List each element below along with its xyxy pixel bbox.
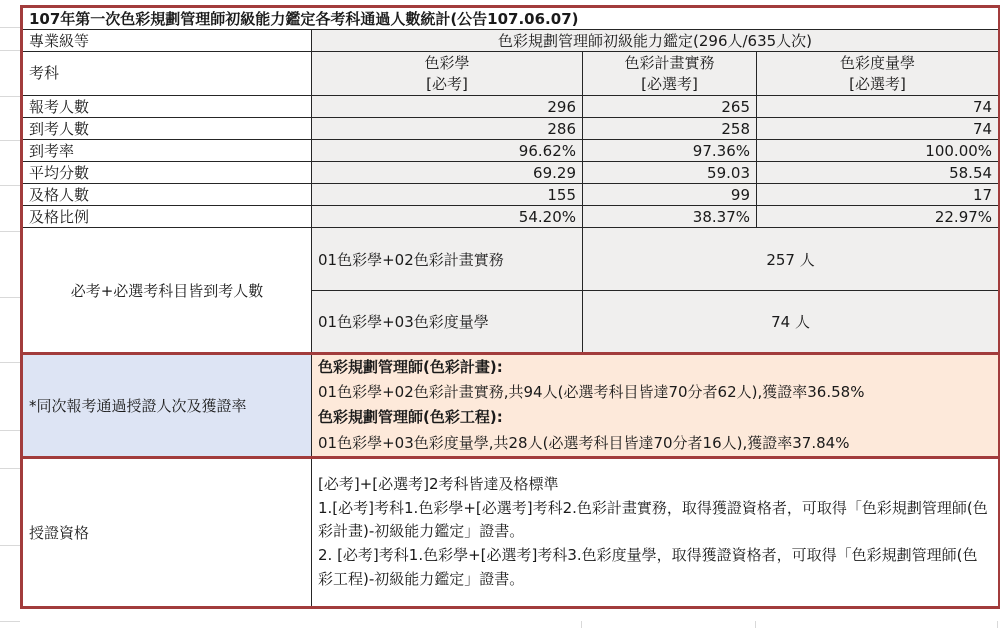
count-cell: 74 人 xyxy=(583,291,1000,354)
attendance-row-1 xyxy=(22,228,1000,291)
stat-value: 99 xyxy=(583,184,757,206)
qual-line: [必考]+[必選考]2考科皆達及格標準 xyxy=(318,475,559,494)
stat-value: 74 xyxy=(757,118,1000,140)
subject-type: [必選考] xyxy=(641,74,698,93)
stat-label: 報考人數 xyxy=(22,96,312,118)
stat-label: 及格比例 xyxy=(22,206,312,228)
stat-value: 58.54 xyxy=(757,162,1000,184)
qualification-label: 授證資格 xyxy=(22,457,312,607)
stat-value: 96.62% xyxy=(312,140,583,162)
cert-line: 色彩規劃管理師(色彩工程): xyxy=(318,408,503,427)
subject-col-colorimetry xyxy=(757,52,1000,96)
subject-header-row xyxy=(22,52,1000,96)
stat-label: 到考人數 xyxy=(22,118,312,140)
qualification-row xyxy=(22,457,1000,607)
gridline-stub xyxy=(755,621,756,628)
gridline-stub xyxy=(0,185,20,186)
stat-value: 265 xyxy=(583,96,757,118)
stat-value: 22.97% xyxy=(757,206,1000,228)
gridline-stub xyxy=(0,50,20,51)
subject-label: 考科 xyxy=(22,52,312,96)
stat-value: 17 xyxy=(757,184,1000,206)
stat-value: 74 xyxy=(757,96,1000,118)
gridline-stub xyxy=(0,362,20,363)
cert-line: 01色彩學+03色彩度量學,共28人(必選考科目皆達70分者16人),獲證率37.84% xyxy=(318,433,850,452)
stat-label: 到考率 xyxy=(22,140,312,162)
certification-label: *同次報考通過授證人次及獲證率 xyxy=(22,354,312,458)
gridline-stub xyxy=(581,621,582,628)
gridline-stub xyxy=(0,297,20,298)
subject-type: [必考] xyxy=(426,74,468,93)
stat-value: 69.29 xyxy=(312,162,583,184)
subject-name: 色彩計畫實務 xyxy=(624,54,715,73)
gridline-stub xyxy=(0,430,20,431)
subject-name: 色彩學 xyxy=(424,54,470,73)
subject-type: [必選考] xyxy=(849,74,906,93)
certification-row xyxy=(22,354,1000,458)
stat-value: 296 xyxy=(312,96,583,118)
stat-row-attended xyxy=(22,118,1000,140)
certification-detail-cell xyxy=(312,354,1000,458)
gridline-stub xyxy=(0,545,20,546)
qual-line: 1.[必考]考科1.色彩學+[必選考]考科2.色彩計畫實務，取得獲證資格者，可取得「色彩規劃管理師(色彩計畫)-初級能力鑑定」證書。 xyxy=(318,498,988,541)
gridline-stub xyxy=(0,140,20,141)
subject-col-color-science xyxy=(312,52,583,96)
gridline-stub xyxy=(0,468,20,469)
gridline-stub xyxy=(0,27,20,28)
gridline-stub xyxy=(0,96,20,97)
stat-value: 54.20% xyxy=(312,206,583,228)
stat-value: 59.03 xyxy=(583,162,757,184)
title-row xyxy=(22,7,1000,30)
count-cell: 257 人 xyxy=(583,228,1000,291)
subject-col-color-planning xyxy=(583,52,757,96)
stat-value: 258 xyxy=(583,118,757,140)
level-label: 專業級等 xyxy=(22,30,312,52)
combo-cell: 01色彩學+03色彩度量學 xyxy=(312,291,583,354)
stat-value: 155 xyxy=(312,184,583,206)
stat-row-passed xyxy=(22,184,1000,206)
cert-line: 01色彩學+02色彩計畫實務,共94人(必選考科目皆達70分者62人),獲證率36.58% xyxy=(318,383,865,402)
stat-label: 平均分數 xyxy=(22,162,312,184)
gridline-stub xyxy=(0,621,20,622)
stat-label: 及格人數 xyxy=(22,184,312,206)
stat-row-attendance-rate xyxy=(22,140,1000,162)
level-value: 色彩規劃管理師初級能力鑑定(296人/635人次) xyxy=(312,30,1000,52)
stat-row-average-score xyxy=(22,162,1000,184)
stat-row-pass-rate xyxy=(22,206,1000,228)
stat-value: 38.37% xyxy=(583,206,757,228)
page-title: 107年第一次色彩規劃管理師初級能力鑑定各考科通過人數統計(公告107.06.07) xyxy=(22,7,1000,30)
exam-statistics-table xyxy=(20,5,1000,609)
attendance-label: 必考+必選考科目皆到考人數 xyxy=(22,228,312,354)
qual-line: 2. [必考]考科1.色彩學+[必選考]考科3.色彩度量學，取得獲證資格者，可取得「色彩規劃管理師(色彩工程)-初級能力鑑定」證書。 xyxy=(318,546,978,588)
stat-value: 100.00% xyxy=(757,140,1000,162)
cert-line: 色彩規劃管理師(色彩計畫): xyxy=(318,358,503,376)
level-row xyxy=(22,30,1000,52)
subject-name: 色彩度量學 xyxy=(840,54,916,73)
qualification-detail-cell xyxy=(312,457,1000,607)
gridline-stub xyxy=(0,231,20,232)
stat-row-registered xyxy=(22,96,1000,118)
stat-value: 97.36% xyxy=(583,140,757,162)
combo-cell: 01色彩學+02色彩計畫實務 xyxy=(312,228,583,291)
stat-value: 286 xyxy=(312,118,583,140)
gridline-stub xyxy=(997,621,998,628)
